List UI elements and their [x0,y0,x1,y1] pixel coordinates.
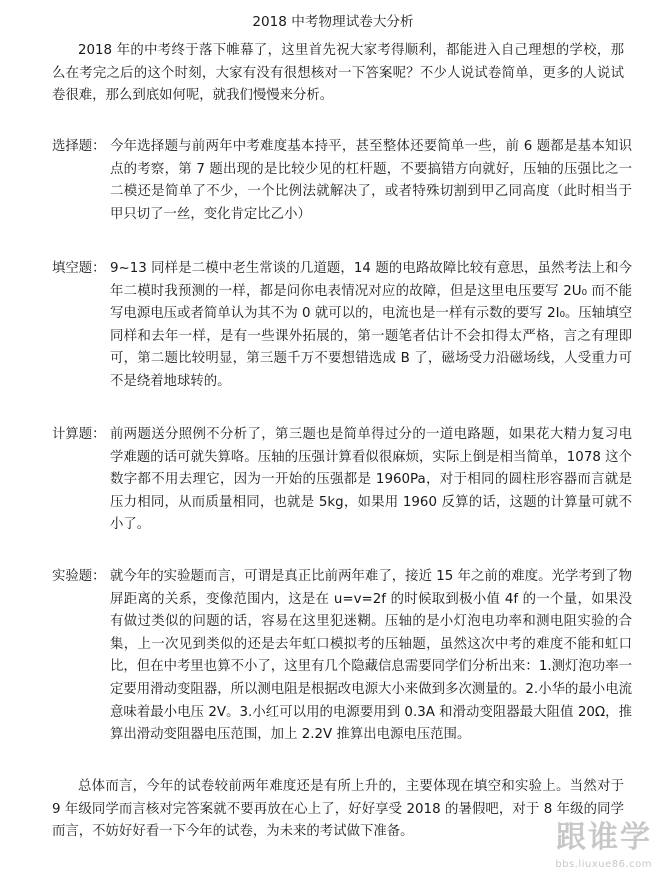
section-text: 今年选择题与前两年中考难度基本持平，甚至整体还要简单一些，前 6 题都是基本知识点的考察，第 7 题出现的是比较少见的杠杆题，不要搞错方向就好，压轴的压强比之一二模还是简单了不少，一个比例法就解决了，或者特殊切割到甲乙同高度（此时相当于甲只切了一丝，变化肯定比乙小） [110,139,632,222]
conclusion-paragraph: 总体而言，今年的试卷较前两年难度还是有所上升的，主要体现在填空和实验上。当然对于 9 年级同学而言核对完答案就不要再放在心上了，好好享受 2018 的暑假吧，对于 8 年级的同学而言，不妨好好看一下今年的试卷，为未来的考试做下准备。 [52,779,624,840]
section-text: 前两题送分照例不分析了，第三题也是简单得过分的一道电路题，如果花大精力复习电学难题的话可就失算咯。压轴的压强计算看似很麻烦，实际上倒是相当简单，1078 这个数字都不用去理它，因为一开始的压强都是 1960Pa，对于相同的圆柱形容器而言就是压力相同，从而质量相同，也就是 5kg，如果用 1960 反算的话，这题的计算量可就不小了。 [110,427,632,533]
section-label: 选择题： [52,139,106,154]
page-title: 2018 中考物理试卷大分析 [252,14,414,30]
section-label: 计算题： [52,427,106,442]
watermark-logo: 跟谁学 [556,820,652,855]
section-label: 实验题： [52,569,106,584]
section-label: 填空题： [52,261,106,276]
watermark-url: bbs.liuxue86.com [555,859,652,870]
section-text: 9~13 同样是二模中老生常谈的几道题，14 题的电路故障比较有意思，虽然考法上和今年二模时我预测的一样，都是问你电表情况对应的故障，但是这里电压要写 2U₀ 而不能写电源电压或者简单认为其不为 0 就可以的，电流也是一样有示数的要写 2I₀。压轴填空同样和去年一样，是有一些课外拓展的，第一题笔者估计不会扣得太严格，言之有理即可，第二题比较明显，第三题千万不要想错选成 B 了，磁场受力沿磁场线，人受重力可不是绕着地球转的。 [110,261,632,389]
section-fill [52,258,632,394]
intro-paragraph: 2018 年的中考终于落下帷幕了，这里首先祝大家考得顺利，都能进入自己理想的学校，那么在考完之后的这个时刻，大家有没有很想核对一下答案呢？不少人说试卷简单，更多的人说试卷很难，那么到底如何呢，就我们慢慢来分析。 [52,43,624,104]
section-experiment [52,566,632,747]
section-text: 就今年的实验题而言，可谓是真正比前两年难了，接近 15 年之前的难度。光学考到了物屏距离的关系，变像范围内，这是在 u=v=2f 的时候取到极小值 4f 的一个量，如果没有做过类似的问题的话，容易在这里犯迷糊。压轴的是小灯泡电功率和测电阻实验的合集，上一次见到类似的还是去年虹口模拟考的压轴题，虽然这次中考的难度不能和虹口比，但在中考里也算不小了，这里有几个隐藏信息需要同学们分析出来：1.测灯泡功率一定要用滑动变阻器，所以测电阻是根据改电源大小来做到多次测量的。2.小华的最小电流意味着最小电压 2V。3.小红可以用的电源要用到 0.3A 和滑动变阻器最大阻值 20Ω，推算出滑动变阻器电压范围，加上 2.2V 推算出电源电压范围。 [110,569,632,743]
watermark [488,820,656,878]
section-choice [52,136,632,226]
section-calc [52,424,632,537]
